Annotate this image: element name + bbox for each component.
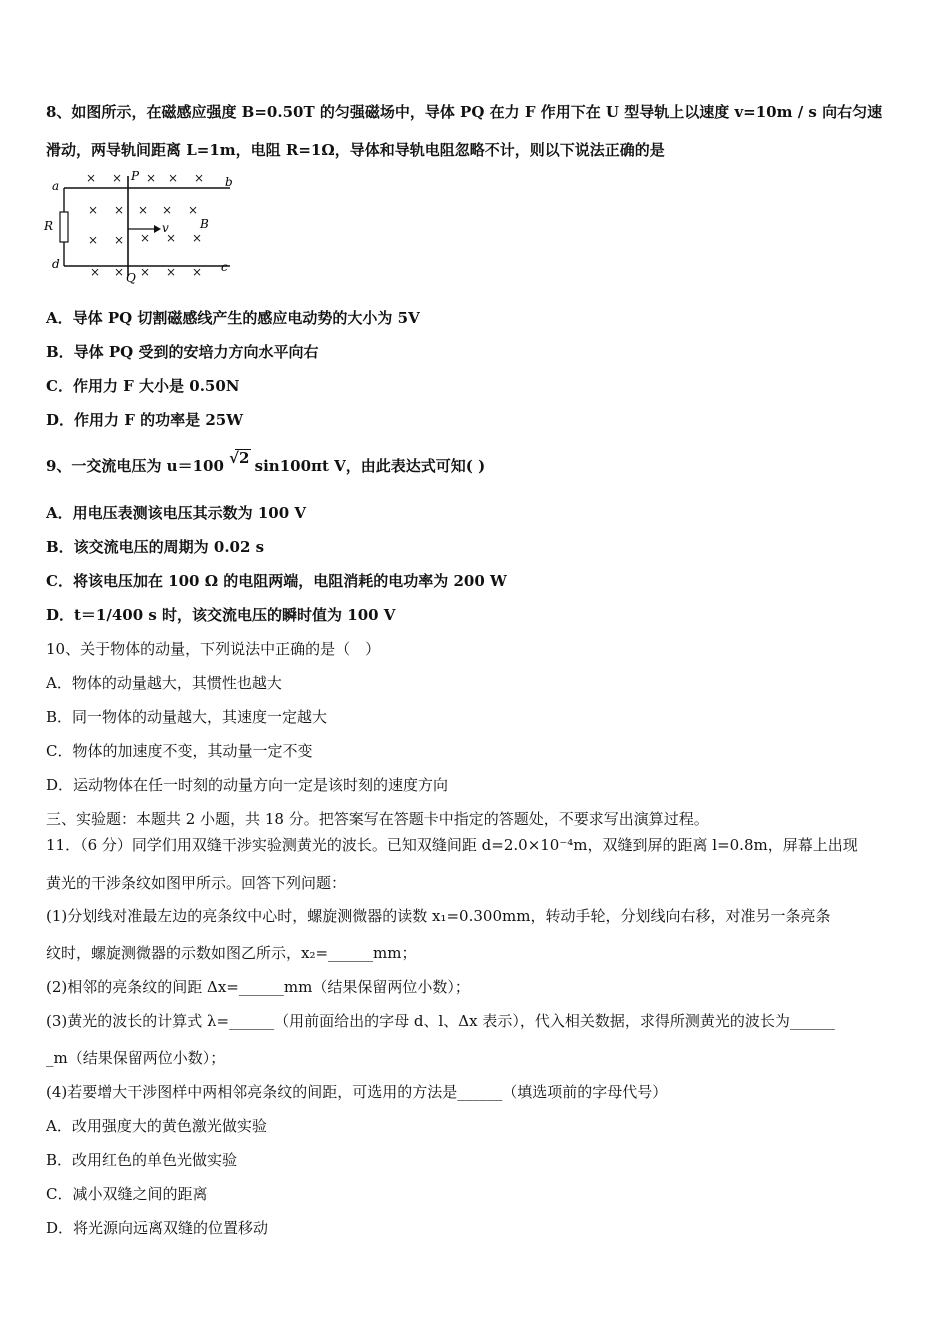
q11-part1-line1: (1)分划线对准最左边的亮条纹中心时，螺旋测微器的读数 x₁=0.300mm，转动手轮，分划线向右移，对准另一条亮条 xyxy=(46,907,831,925)
field-crosses xyxy=(86,171,204,279)
q8-stem-line1: 8、如图所示，在磁感应强度 B=0.50T 的匀强磁场中，导体 PQ 在力 F 作用下在 U 型导轨上以速度 v=10m / s 向右匀速 xyxy=(46,103,883,121)
q10-option-a: A．物体的动量越大，其惯性也越大 xyxy=(46,674,282,692)
q11-option-c: C．减小双缝之间的距离 xyxy=(46,1185,208,1203)
svg-text:×: × xyxy=(140,231,151,245)
q10-stem: 10、关于物体的动量，下列说法中正确的是（ ） xyxy=(46,640,381,658)
section-3-heading: 三、实验题：本题共 2 小题，共 18 分。把答案写在答题卡中指定的答题处，不要求写出演算过程。 xyxy=(46,810,709,828)
svg-text:×: × xyxy=(114,203,125,217)
q11-part2: (2)相邻的亮条纹的间距 Δx=______mm（结果保留两位小数）； xyxy=(46,978,470,996)
svg-text:×: × xyxy=(192,231,203,245)
svg-text:×: × xyxy=(138,203,149,217)
svg-text:×: × xyxy=(88,233,99,247)
q8-option-a: A．导体 PQ 切割磁感线产生的感应电动势的大小为 5V xyxy=(46,309,420,327)
label-p: P xyxy=(131,170,140,183)
q9-option-b: B．该交流电压的周期为 0.02 s xyxy=(46,538,265,556)
label-q: Q xyxy=(126,271,136,285)
svg-text:×: × xyxy=(90,265,101,279)
label-b-field: B xyxy=(200,217,209,231)
svg-text:×: × xyxy=(188,203,199,217)
q9-stem-before: 9、一交流电压为 u＝100 xyxy=(46,457,224,475)
q11-option-a: A．改用强度大的黄色激光做实验 xyxy=(46,1117,267,1135)
label-d: d xyxy=(52,257,60,271)
q10-option-d: D．运动物体在任一时刻的动量方向一定是该时刻的速度方向 xyxy=(46,776,449,794)
svg-text:×: × xyxy=(112,171,123,185)
svg-text:×: × xyxy=(86,171,97,185)
svg-text:×: × xyxy=(140,265,151,279)
label-v: v xyxy=(162,221,169,235)
q9-option-d: D．t＝1/400 s 时，该交流电压的瞬时值为 100 V xyxy=(46,606,396,624)
svg-text:×: × xyxy=(88,203,99,217)
q11-stem-line2: 黄光的干涉条纹如图甲所示。回答下列问题： xyxy=(46,874,347,892)
q11-option-d: D．将光源向远离双缝的位置移动 xyxy=(46,1219,269,1237)
label-a: a xyxy=(52,179,60,193)
q8-option-b: B．导体 PQ 受到的安培力方向水平向右 xyxy=(46,343,319,361)
svg-text:×: × xyxy=(146,171,157,185)
q11-part3-line1: (3)黄光的波长的计算式 λ=______（用前面给出的字母 d、l、Δx 表示），代入相关数据，求得所测黄光的波长为______ xyxy=(46,1012,835,1030)
svg-text:×: × xyxy=(194,171,205,185)
q10-option-b: B．同一物体的动量越大，其速度一定越大 xyxy=(46,708,328,726)
q11-option-b: B．改用红色的单色光做实验 xyxy=(46,1151,238,1169)
svg-text:×: × xyxy=(192,265,203,279)
q8-circuit-figure xyxy=(42,170,242,285)
q11-part3-line2: _m（结果保留两位小数）； xyxy=(46,1049,226,1067)
svg-text:×: × xyxy=(114,265,125,279)
q11-part4: (4)若要增大干涉图样中两相邻亮条纹的间距，可选用的方法是______（填选项前的字母代号） xyxy=(46,1083,668,1101)
q9-option-c: C．将该电压加在 100 Ω 的电阻两端，电阻消耗的电功率为 200 W xyxy=(46,572,507,590)
label-b: b xyxy=(225,175,233,189)
label-c: c xyxy=(221,260,228,274)
q11-stem-line1: 11．（6 分）同学们用双缝干涉实验测黄光的波长。已知双缝间距 d=2.0×10⁻⁴m，双缝到屏的距离 l=0.8m，屏幕上出现 xyxy=(46,836,858,854)
q9-option-a: A．用电压表测该电压其示数为 100 V xyxy=(46,504,307,522)
svg-text:×: × xyxy=(168,171,179,185)
resistor-symbol xyxy=(60,212,68,242)
q11-part1-line2: 纹时，螺旋测微器的示数如图乙所示，x₂=______mm； xyxy=(46,944,417,962)
svg-text:×: × xyxy=(166,265,177,279)
q8-option-c: C．作用力 F 大小是 0.50N xyxy=(46,377,240,395)
q8-option-d: D．作用力 F 的功率是 25W xyxy=(46,411,244,429)
svg-text:×: × xyxy=(162,203,173,217)
label-r: R xyxy=(44,219,54,233)
svg-text:×: × xyxy=(166,231,177,245)
sqrt-symbol: √2 xyxy=(229,449,250,467)
q10-option-c: C．物体的加速度不变，其动量一定不变 xyxy=(46,742,313,760)
q9-stem-after: sin100πt V，由此表达式可知( ) xyxy=(254,457,486,475)
svg-text:×: × xyxy=(114,233,125,247)
q9-stem xyxy=(46,449,486,476)
q8-stem-line2: 滑动，两导轨间距离 L=1m，电阻 R=1Ω，导体和导轨电阻忽略不计，则以下说法正确的是 xyxy=(46,141,665,159)
